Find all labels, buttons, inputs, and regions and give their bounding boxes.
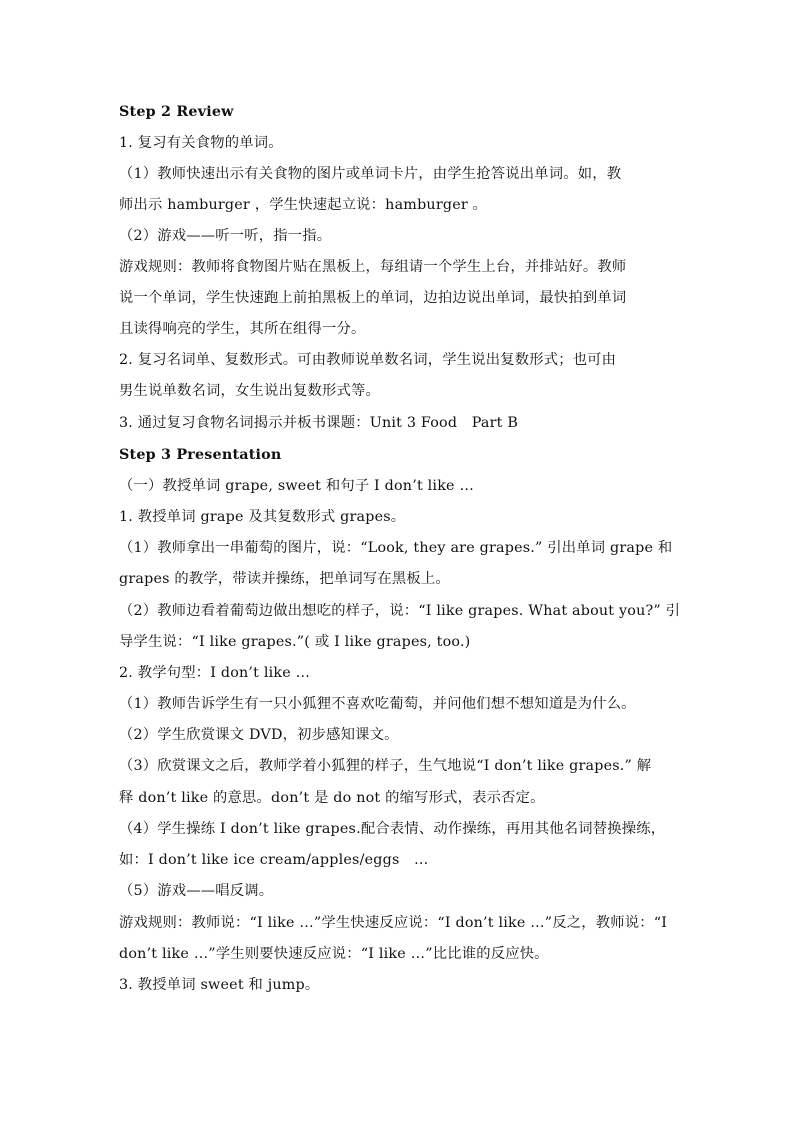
step3-heading: Step 3 Presentation [119,447,282,463]
text-line: 1. 教授单词 grape 及其复数形式 grapes。 [119,509,406,525]
text-line: （一）教授单词 grape, sweet 和句子 I don’t like … [119,478,474,494]
text-line: （1）教师拿出一串葡萄的图片，说：“Look, they are grapes.” 引出单词 grape 和 [119,540,673,556]
text-line: （2）游戏——听一听，指一指。 [119,228,332,244]
text-line: don’t like …”学生则要快速反应说：“I like …”比比谁的反应快。 [119,946,549,962]
text-line: 2. 教学句型：I don’t like … [119,665,311,681]
text-line: 说一个单词，学生快速跑上前拍黑板上的单词，边拍边说出单词，最快拍到单词 [119,290,627,306]
text-line: 游戏规则：教师说：“I like …”学生快速反应说：“I don’t like …”反之，教师说：“I [119,915,668,931]
text-line: 3. 通过复习食物名词揭示并板书课题：Unit 3 Food Part B [119,415,519,431]
text-line: grapes 的教学，带读并操练，把单词写在黑板上。 [119,571,450,587]
text-line: 且读得响亮的学生，其所在组得一分。 [119,321,366,337]
step2-heading: Step 2 Review [119,104,234,120]
text-line: （2）教师边看着葡萄边做出想吃的样子，说：“I like grapes. What about you?” 引 [119,603,681,619]
text-line: 2. 复习名词单、复数形式。可由教师说单数名词，学生说出复数形式；也可由 [119,352,617,368]
text-line: 男生说单数名词，女生说出复数形式等。 [119,383,380,399]
text-line: （3）欣赏课文之后，教师学着小狐狸的样子，生气地说“I don’t like grapes.” 解 [119,758,652,774]
text-line: （1）教师告诉学生有一只小狐狸不喜欢吃葡萄，并问他们想不想知道是为什么。 [119,696,636,712]
text-line: 导学生说：“I like grapes.”( 或 I like grapes, too.) [119,634,471,650]
text-line: 师出示 hamburger ，学生快速起立说：hamburger 。 [119,197,488,213]
text-line: （4）学生操练 I don’t like grapes.配合表情、动作操练，再用其他名词替换操练， [119,821,666,837]
text-line: （1）教师快速出示有关食物的图片或单词卡片，由学生抢答说出单词。如，教 [119,166,622,182]
text-line: 游戏规则：教师将食物图片贴在黑板上，每组请一个学生上台，并排站好。教师 [119,259,627,275]
text-line: 1. 复习有关食物的单词。 [119,135,283,151]
text-line: （2）学生欣赏课文 DVD，初步感知课文。 [119,727,399,743]
text-line: 如：I don’t like ice cream/apples/eggs … [119,852,429,868]
text-line: 释 don’t like 的意思。don’t 是 do not 的缩写形式，表示否定。 [119,790,545,806]
text-line: 3. 教授单词 sweet 和 jump。 [119,977,320,993]
text-line: （5）游戏——唱反调。 [119,883,274,899]
